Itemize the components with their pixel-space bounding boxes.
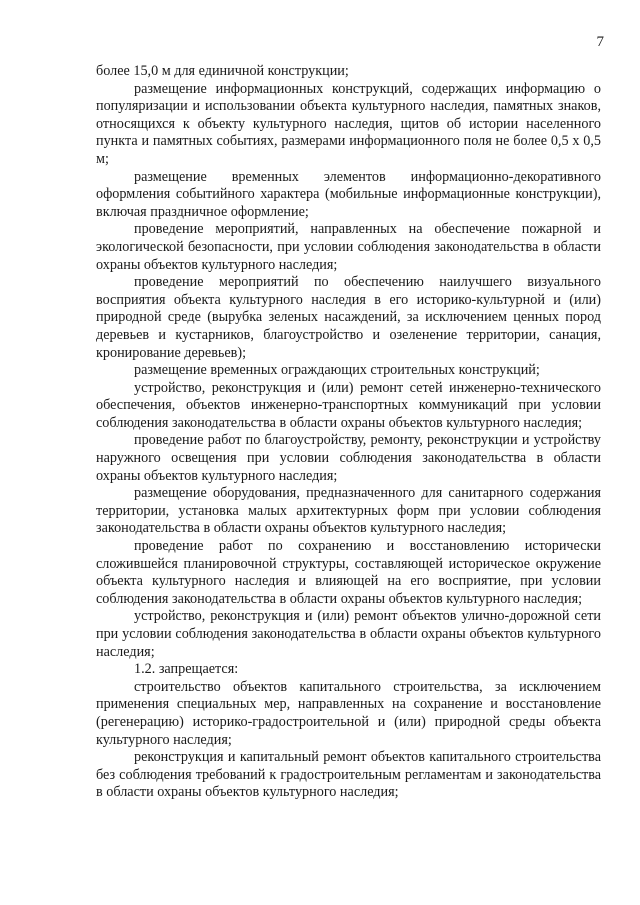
paragraph-landscaping-lighting: проведение работ по благоустройству, ремонту, реконструкции и устройству наружного освещения при условии соблюдения законодательства в области охраны объектов культурного наследия; — [96, 432, 601, 484]
paragraph-sanitary-equipment: размещение оборудования, предназначенного для санитарного содержания территории, установка малых архитектурных форм при условии соблюдения законодательства в области охраны объектов культурного наследия; — [96, 485, 601, 537]
section-heading-prohibited: 1.2. запрещается: — [134, 661, 239, 678]
page-number: 7 — [596, 34, 604, 50]
paragraph-reconstruction-repair: реконструкция и капитальный ремонт объектов капитального строительства без соблюдения требований к градостроительным регламентам и законодательства в области охраны объектов культурного наследия; — [96, 749, 601, 801]
paragraph-engineering-networks: устройство, реконструкция и (или) ремонт сетей инженерно-технического обеспечения, объектов инженерно-транспортных коммуникаций при условии соблюдения законодательства в области охраны объектов культурного наследия; — [96, 379, 601, 431]
paragraph-temporary-decorations: размещение временных элементов информационно-декоративного оформления событийного характера (мобильные информационные конструкции), включая праздничное оформление; — [96, 168, 601, 220]
paragraph-temporary-fencing: размещение временных ограждающих строительных конструкций; — [134, 362, 540, 379]
paragraph-visual-perception: проведение мероприятий по обеспечению наилучшего визуального восприятия объекта культурного наследия в его историко-культурной и (или) природной среде (вырубка зеленых насаждений, за исключением ценных пород деревьев и кустарников, благоустройство и озеленение территории, санация, кронирование деревьев); — [96, 274, 601, 361]
document-body — [96, 63, 601, 802]
paragraph-fire-safety: проведение мероприятий, направленных на обеспечение пожарной и экологической безопасности, при условии соблюдения законодательства в области охраны объектов культурного наследия; — [96, 221, 601, 273]
paragraph-road-network: устройство, реконструкция и (или) ремонт объектов улично-дорожной сети при условии соблюдения законодательства в области охраны объектов культурного наследия; — [96, 608, 601, 660]
paragraph-continuation: более 15,0 м для единичной конструкции; — [96, 63, 349, 79]
paragraph-planning-structure: проведение работ по сохранению и восстановлению исторически сложившейся планировочной структуры, составляющей историческое окружение объекта культурного наследия и влияющей на его восприятие, при условии соблюдения законодательства в области охраны объектов культурного наследия; — [96, 538, 601, 607]
paragraph-information-structures: размещение информационных конструкций, содержащих информацию о популяризации и использовании объекта культурного наследия, памятных знаков, относящихся к объекту культурного наследия, щитов об истории населенного пункта и памятных событиях, размерами информационного поля не более 0,5 х 0,5 м; — [96, 80, 601, 167]
paragraph-capital-construction: строительство объектов капитального строительства, за исключением применения специальных мер, направленных на сохранение и восстановление (регенерацию) историко-градостроительной и (или) природной среды объекта культурного наследия; — [96, 678, 601, 748]
